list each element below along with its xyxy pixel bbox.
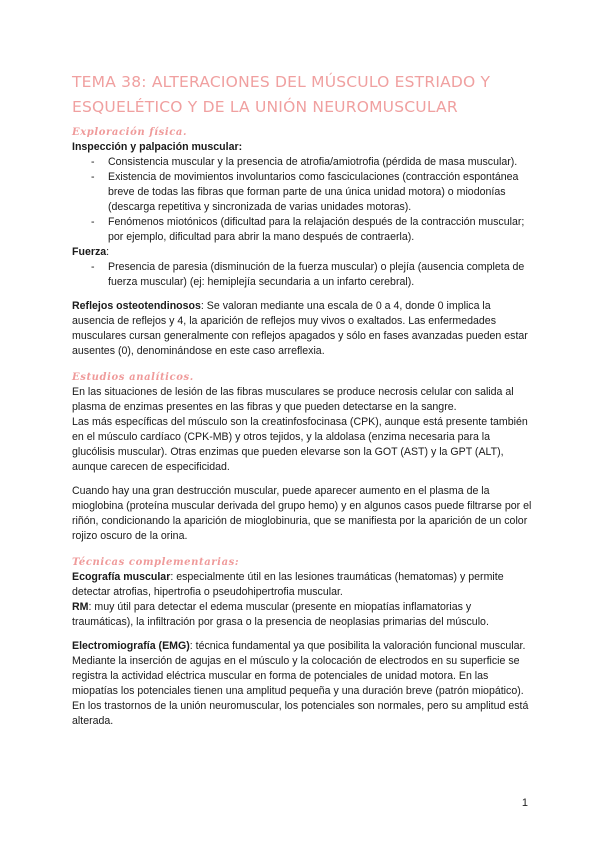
inspeccion-label: Inspección y palpación muscular: <box>72 141 243 153</box>
list-item: - Fenómenos miotónicos (dificultad para la relajación después de la contracción muscular; por ejemplo, dificultad para abrir la mano después de contraerla). <box>91 215 534 245</box>
section-heading-exploracion: Exploración física. <box>72 127 188 138</box>
rm-paragraph <box>72 600 534 630</box>
estudios-paragraph-3: Cuando hay una gran destrucción muscular, puede aparecer aumento en el plasma de la mioglobina (proteína muscular derivada del grupo hemo) y en algunos casos puede filtrarse por el riñón, condicionando la aparición de mioglobinuria, que se manifiesta por la aparición de un color rojizo oscuro de la orina. <box>72 485 532 542</box>
document-title: TEMA 38: ALTERACIONES DEL MÚSCULO ESTRIADO Y ESQUELÉTICO Y DE LA UNIÓN NEUROMUSCULAR <box>72 73 491 116</box>
spacer <box>72 290 534 299</box>
document-page <box>72 70 534 729</box>
inspeccion-list <box>72 155 534 245</box>
list-item: - Existencia de movimientos involuntarios como fasciculaciones (contracción espontánea breve de todas las fibras que forman parte de una única unidad motora) o miodonías (descarga repetitiva y sincronizada de varias unidades motoras). <box>91 170 534 215</box>
reflejos-text: : Se valoran mediante una escala de 0 a 4, donde 0 implica la ausencia de reflejos y 4, la aparición de reflejos muy vivos o exaltados. Las enfermedades musculares cursan generalmente con reflejos apagados y sólo en fases avanzadas pueden estar ausentes (0), denominándose en este caso arreflexia. <box>72 300 528 357</box>
emg-paragraph <box>72 639 534 729</box>
reflejos-paragraph <box>72 299 534 359</box>
estudios-paragraph-1: En las situaciones de lesión de las fibras musculares se produce necrosis celular con salida al plasma de enzimas presentes en las fibras y que pueden detectarse en la sangre. <box>72 386 514 413</box>
list-item: - Consistencia muscular y la presencia de atrofia/amiotrofia (pérdida de masa muscular). <box>91 155 534 170</box>
spacer <box>72 359 534 371</box>
estudios-paragraph-2: Las más específicas del músculo son la creatinfosfocinasa (CPK), aunque está presente también en el músculo cardíaco (CPK-MB) y otros tejidos, y la aldolasa (enzima necesaria para la glucólisis muscular). Otras enzimas que pueden elevarse son la GOT (AST) y la GPT (ALT), aunque carecen de especificidad. <box>72 416 528 473</box>
spacer <box>72 544 534 556</box>
fuerza-list <box>72 260 534 290</box>
page-number: 1 <box>521 797 528 809</box>
fuerza-label: Fuerza <box>72 246 107 258</box>
section-heading-estudios: Estudios analíticos. <box>72 372 194 383</box>
fuerza-label-line <box>72 245 534 260</box>
rm-text: : muy útil para detectar el edema muscular (presente en miopatías inflamatorias y traumáticas), la infiltración por grasa o la presencia de neoplasias primarias del músculo. <box>72 601 489 628</box>
emg-label: Electromiografía (EMG) <box>72 640 190 652</box>
spacer <box>72 475 534 484</box>
eco-label: Ecografía muscular <box>72 571 171 583</box>
inspeccion-label-line <box>72 140 534 155</box>
rm-label: RM <box>72 601 89 613</box>
reflejos-label: Reflejos osteotendinosos <box>72 300 201 312</box>
eco-paragraph <box>72 570 534 600</box>
fuerza-colon: : <box>106 246 110 258</box>
emg-text: : técnica fundamental ya que posibilita la valoración funcional muscular. Mediante la inserción de agujas en el músculo y la colocación de electrodos en su superficie se registra la actividad eléctrica muscular en forma de potenciales de unidad motora. En las miopatías los potenciales tienen una amplitud pequeña y una duración breve (patrón miopático). En los trastornos de la unión neuromuscular, los potenciales son normales, pero su amplitud está alterada. <box>72 640 529 727</box>
list-item: - Presencia de paresia (disminución de la fuerza muscular) o plejía (ausencia completa de fuerza muscular) (ej: hemiplejía secundaria a un infarto cerebral). <box>91 260 534 290</box>
section-heading-tecnicas: Técnicas complementarias: <box>72 557 240 568</box>
spacer <box>72 630 534 639</box>
eco-text: : especialmente útil en las lesiones traumáticas (hematomas) y permite detectar atrofias, hipertrofia o pseudohipertrofia muscular. <box>72 571 504 598</box>
